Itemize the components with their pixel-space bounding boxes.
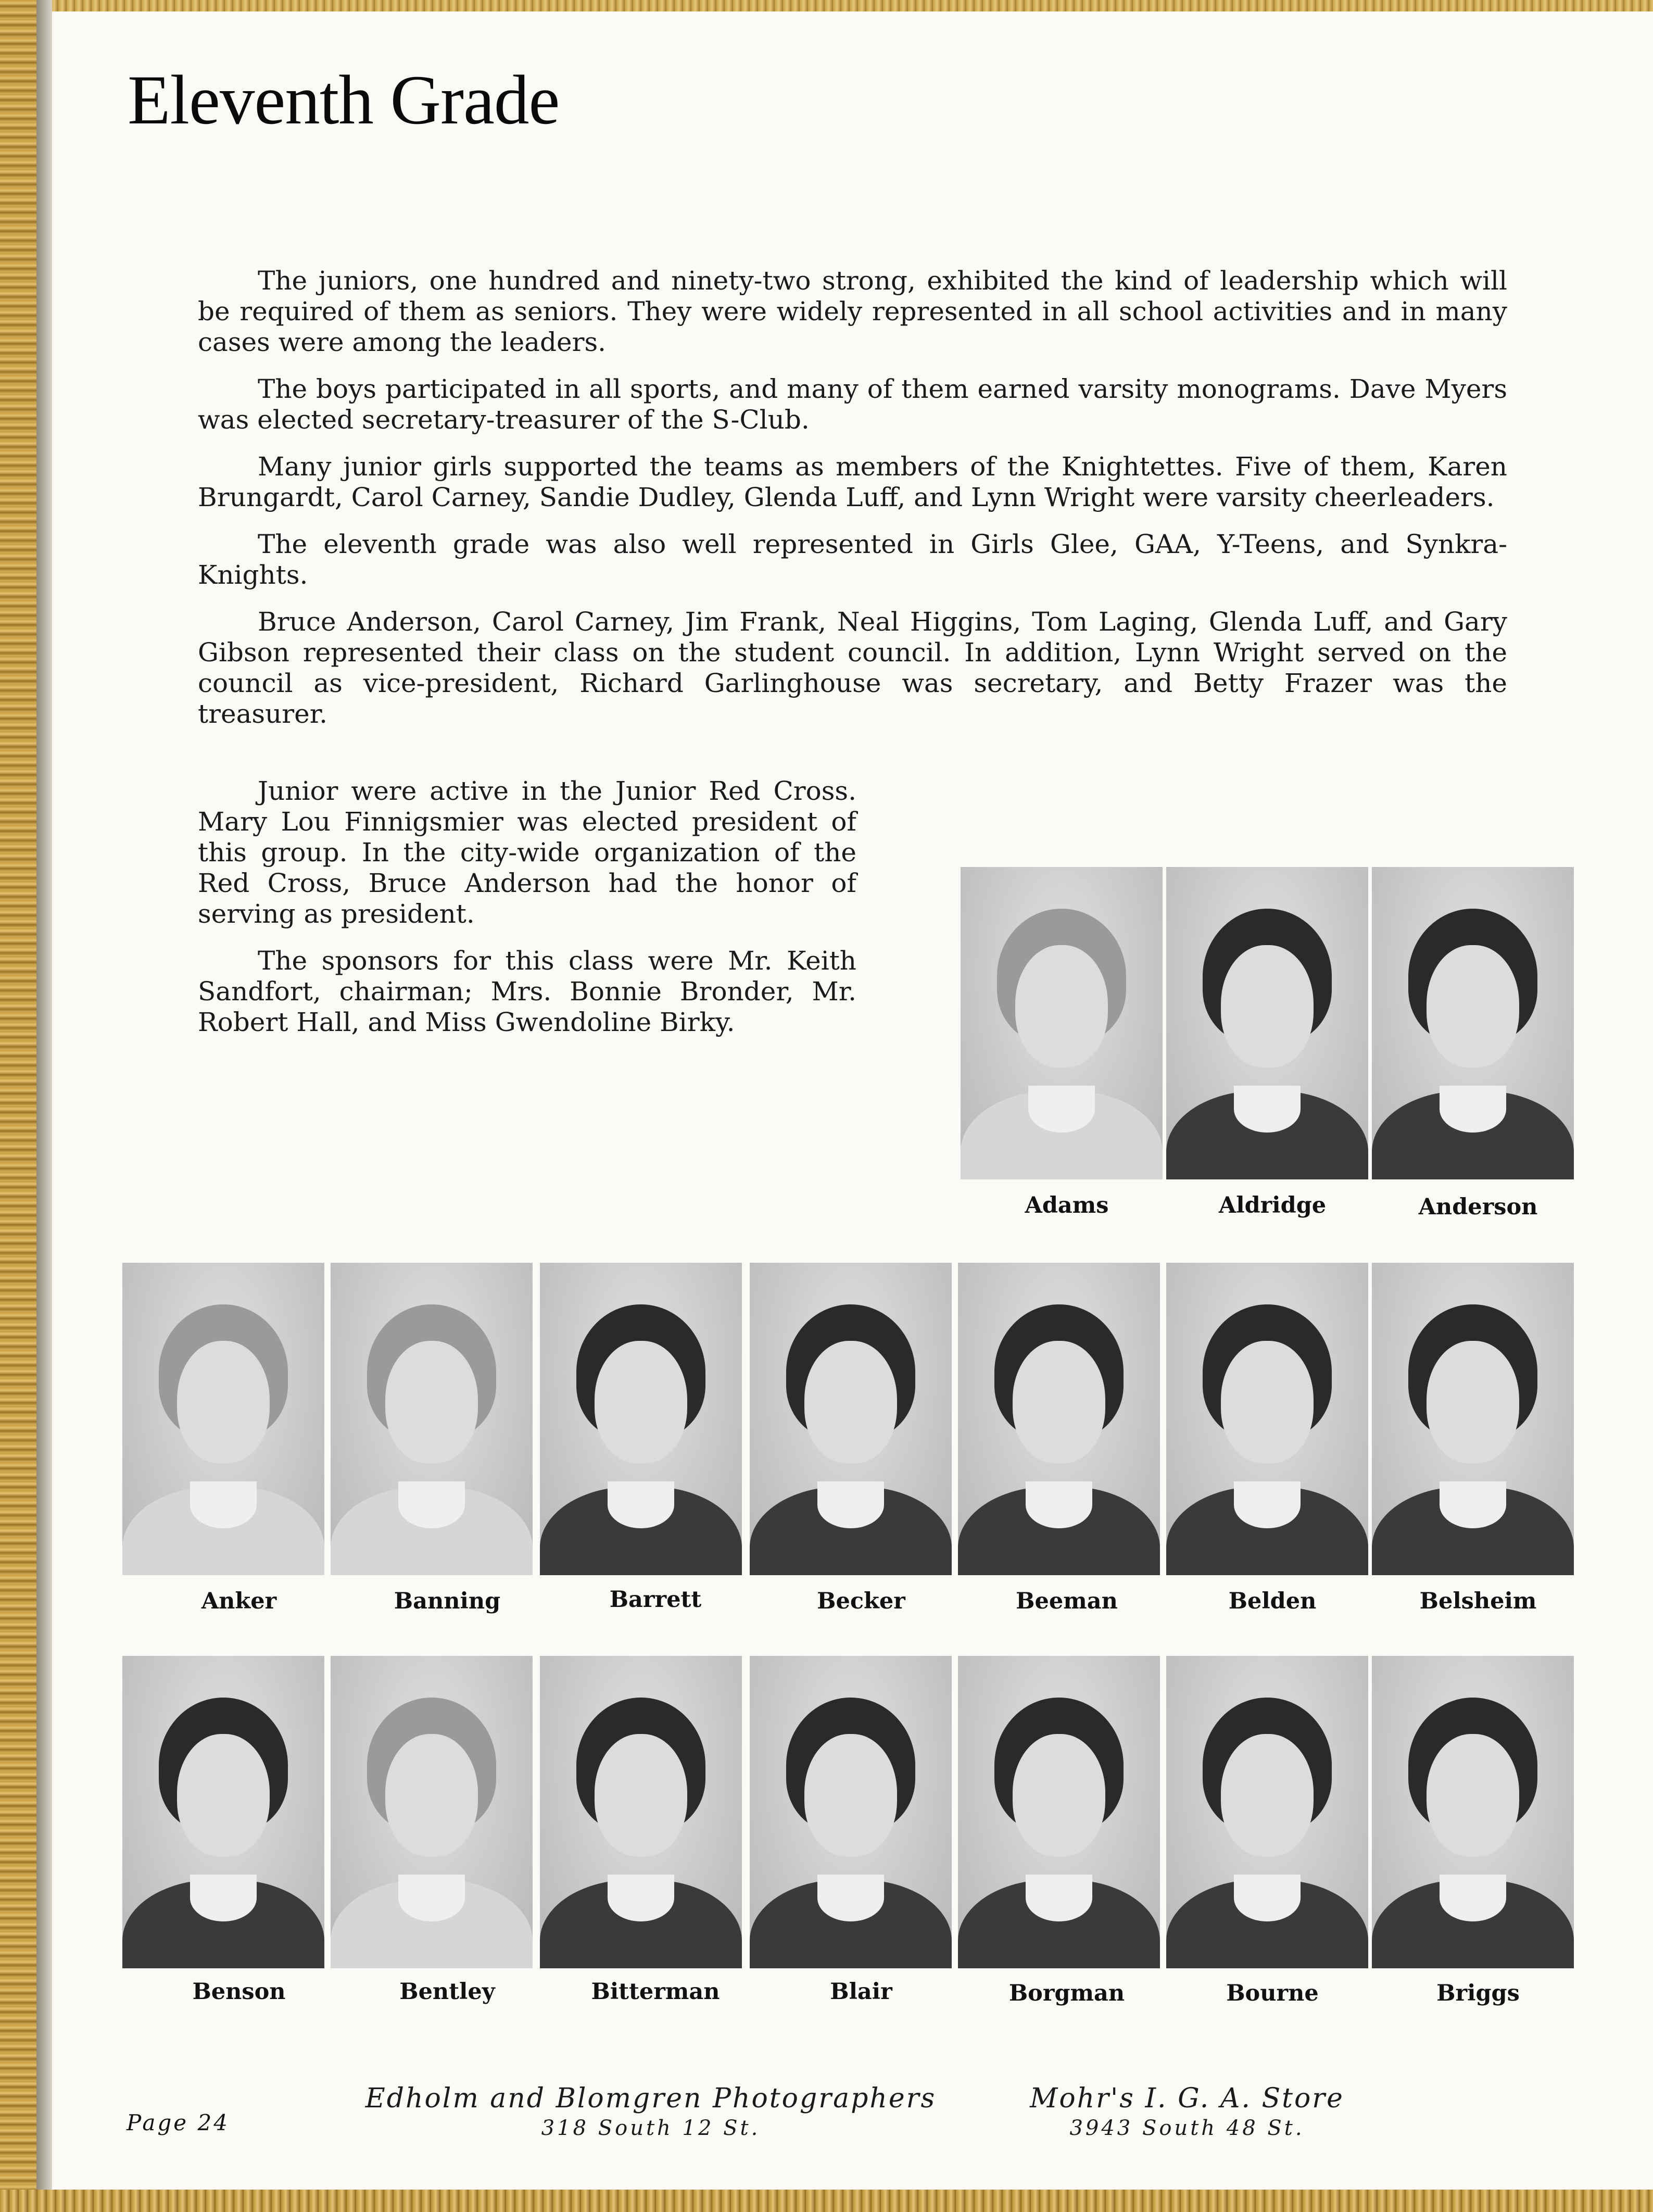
- store-ad: [979, 2083, 1395, 2140]
- portrait-name: Adams: [1025, 1192, 1109, 1218]
- portrait-name: Anker: [201, 1588, 277, 1614]
- portrait-photo: [331, 1263, 533, 1575]
- portrait-name: Becker: [817, 1588, 905, 1614]
- binding-bottom-edge: [0, 2190, 1653, 2212]
- portrait-name: Barrett: [609, 1587, 702, 1613]
- page-title: Eleventh Grade: [128, 61, 560, 139]
- photographer-ad-address: 318 South 12 St.: [541, 2116, 761, 2140]
- portrait-photo: [961, 867, 1163, 1179]
- portrait-photo: [750, 1263, 952, 1575]
- portrait-name: Bitterman: [591, 1979, 720, 2005]
- portrait-name: Benson: [192, 1979, 286, 2005]
- paragraph-3: Many junior girls supported the teams as members of the Knightettes. Five of them, Karen Brungardt, Carol Carney, Sandie Dudley, Glenda Luff, and Lynn Wright were varsity cheerleaders.: [198, 451, 1507, 512]
- store-ad-address: 3943 South 48 St.: [1069, 2116, 1305, 2140]
- intro-text: [198, 266, 1507, 746]
- store-ad-name: Mohr's I. G. A. Store: [1030, 2083, 1344, 2114]
- page-number: Page 24: [127, 2110, 230, 2135]
- portrait-name: Beeman: [1016, 1588, 1118, 1614]
- binding-left-edge: [0, 0, 36, 2212]
- paragraph-5: Bruce Anderson, Carol Carney, Jim Frank, Neal Higgins, Tom Laging, Glenda Luff, and Gary Gibson represented their class on the student council. In addition, Lynn Wright served on the council as vice-president, Richard Garlinghouse was secretary, and Betty Frazer was the treasurer.: [198, 607, 1507, 729]
- portrait-name: Blair: [830, 1979, 892, 2005]
- portrait-photo: [122, 1656, 324, 1968]
- portrait-photo: [750, 1656, 952, 1968]
- portrait-name: Bourne: [1226, 1980, 1319, 2006]
- portrait-photo: [122, 1263, 324, 1575]
- portrait-photo: [1166, 1263, 1368, 1575]
- portrait-photo: [958, 1656, 1160, 1968]
- portrait-name: Belsheim: [1419, 1588, 1537, 1614]
- portrait-photo: [331, 1656, 533, 1968]
- paragraph-6: Junior were active in the Junior Red Cross. Mary Lou Finnigsmier was elected president of this group. In the city-wide organization of the Red Cross, Bruce Anderson had the honor of serving as president.: [198, 776, 856, 929]
- portrait-name: Belden: [1228, 1588, 1317, 1614]
- portrait-name: Briggs: [1436, 1980, 1520, 2006]
- portrait-photo: [540, 1263, 742, 1575]
- portrait-name: Aldridge: [1218, 1192, 1327, 1218]
- paragraph-7: The sponsors for this class were Mr. Keith Sandfort, chairman; Mrs. Bonnie Bronder, Mr. Robert Hall, and Miss Gwendoline Birky.: [198, 946, 856, 1037]
- paragraph-1: The juniors, one hundred and ninety-two strong, exhibited the kind of leadership which will be required of them as seniors. They were widely represented in all school activities and in many cases were among the leaders.: [198, 266, 1507, 357]
- portrait-name: Anderson: [1418, 1194, 1538, 1220]
- portrait-photo: [1166, 1656, 1368, 1968]
- portrait-name: Bentley: [399, 1979, 495, 2005]
- paragraph-4: The eleventh grade was also well represented in Girls Glee, GAA, Y-Teens, and Synkra-Knights.: [198, 529, 1507, 590]
- portrait-photo: [1372, 867, 1574, 1179]
- binding-top-edge: [0, 0, 1653, 11]
- portrait-photo: [958, 1263, 1160, 1575]
- portrait-photo: [1372, 1656, 1574, 1968]
- paragraph-2: The boys participated in all sports, and many of them earned varsity monograms. Dave Myers was elected secretary-treasurer of the S-Club.: [198, 374, 1507, 435]
- narrow-text: [198, 776, 856, 1054]
- portrait-name: Borgman: [1008, 1980, 1125, 2006]
- photographer-ad: [364, 2083, 937, 2140]
- portrait-photo: [540, 1656, 742, 1968]
- portrait-photo: [1372, 1263, 1574, 1575]
- photographer-ad-name: Edholm and Blomgren Photographers: [365, 2083, 937, 2114]
- portrait-name: Banning: [394, 1588, 501, 1614]
- portrait-photo: [1166, 867, 1368, 1179]
- page-gutter: [36, 0, 52, 2212]
